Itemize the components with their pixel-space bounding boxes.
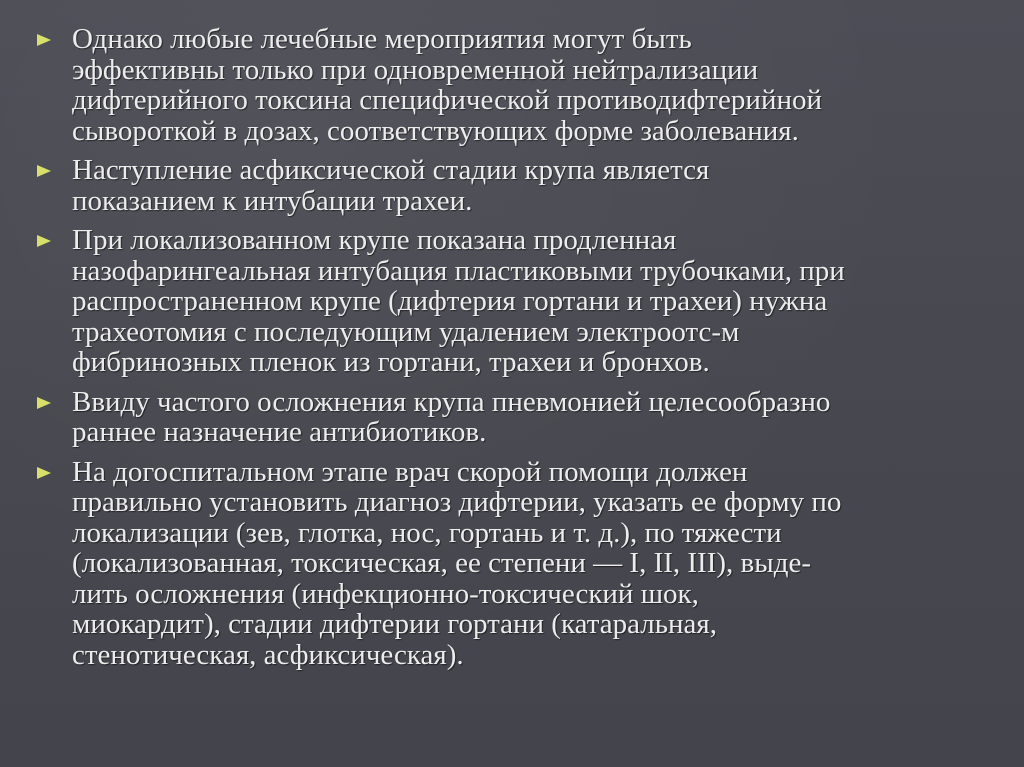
bullet-text: На догоспитальном этапе врач скорой помощи должен правильно установить диагноз дифтерии, указать ее форму по локализации (зев, глотка, нос, гортань и т. д.), по тяжести (локализованная, токсическая, ее степени — I, II, III), выде- лить осложнения (инфекционно-токсический шок, миокардит), стадии дифтерии гортани (катаральная, стенотическая, асфиксическая). — [72, 455, 842, 671]
bullet-list — [36, 24, 996, 679]
triangle-right-icon — [36, 155, 72, 187]
bullet-text: Наступление асфиксической стадии крупа является показанием к интубации трахеи. — [72, 154, 710, 217]
bullet-text: Однако любые лечебные мероприятия могут быть эффективны только при одновременной нейтрализации дифтерийного токсина специфической противодифтерийной сывороткой в дозах, соответствующих форме заболевания. — [72, 23, 823, 147]
bullet-item — [36, 225, 996, 378]
triangle-right-icon — [36, 457, 72, 489]
triangle-right-icon — [36, 387, 72, 419]
triangle-right-icon — [36, 225, 72, 257]
bullet-text: При локализованном крупе показана продленная назофарингеальная интубация пластиковыми трубочками, при распространенном крупе (дифтерия гортани и трахеи) нужна трахеотомия с последующим удалением электроотс-м фибринозных пленок из гортани, трахеи и бронхов. — [72, 224, 845, 378]
bullet-text: Ввиду частого осложнения крупа пневмонией целесообразно раннее назначение антибиотиков. — [72, 385, 831, 448]
bullet-item — [36, 387, 996, 448]
bullet-item — [36, 24, 996, 146]
bullet-item — [36, 155, 996, 216]
bullet-item — [36, 457, 996, 671]
triangle-right-icon — [36, 24, 72, 56]
